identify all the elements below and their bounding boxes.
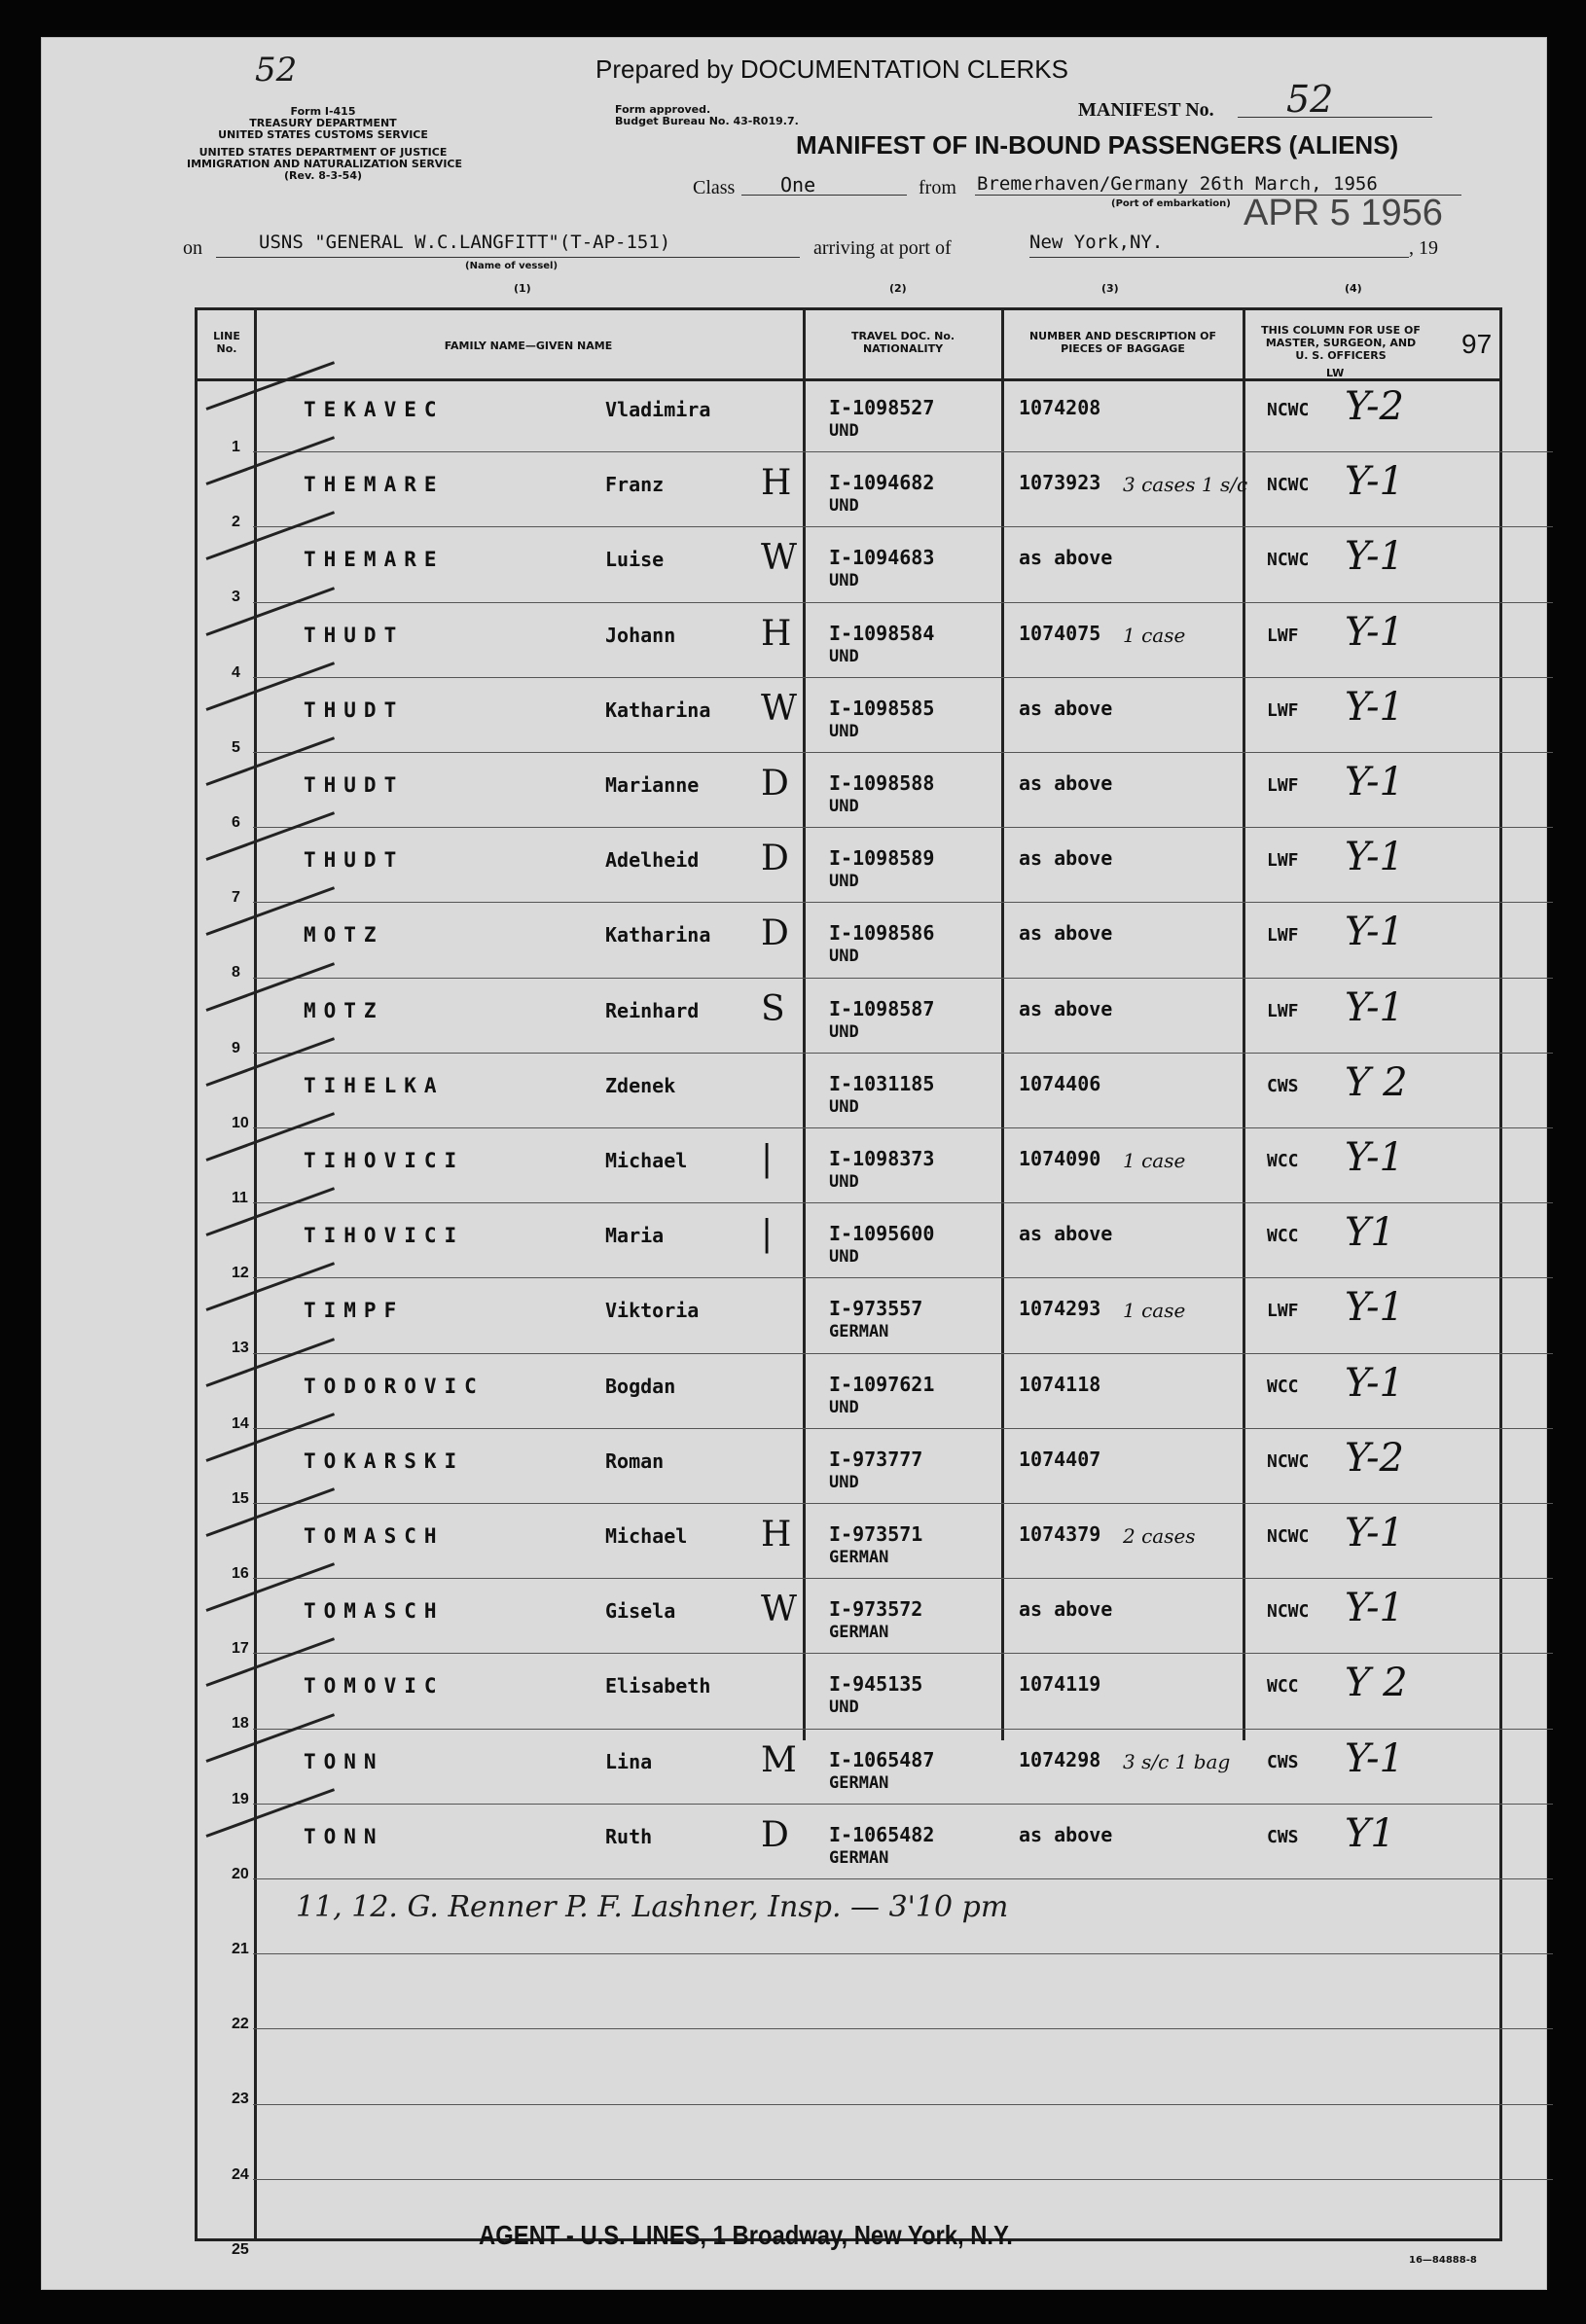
row-divider bbox=[253, 526, 1553, 527]
given-name: Zdenek bbox=[605, 1073, 676, 1097]
officer-code: Y-1 bbox=[1345, 684, 1404, 730]
row-divider bbox=[253, 1653, 1553, 1654]
given-name: Viktoria bbox=[605, 1299, 700, 1323]
baggage-description: 1074208 bbox=[1019, 396, 1101, 419]
given-name: Gisela bbox=[605, 1599, 676, 1624]
family-name: THUDT bbox=[304, 623, 405, 647]
date-stamp: APR 5 1956 bbox=[1244, 193, 1443, 233]
table-row bbox=[41, 528, 1547, 606]
nationality: UND bbox=[829, 1021, 859, 1042]
baggage-description: 1074075 bbox=[1019, 621, 1101, 645]
nationality: UND bbox=[829, 1472, 859, 1492]
given-name: Vladimira bbox=[605, 398, 711, 421]
row-divider bbox=[253, 2028, 1553, 2029]
relationship-mark: | bbox=[761, 1139, 774, 1179]
officer-code: Y-1 bbox=[1345, 984, 1404, 1030]
budget-label: Budget Bureau No. 43-R019.7. bbox=[615, 115, 799, 127]
officer-code: Y-1 bbox=[1345, 1511, 1404, 1555]
line-number: 9 bbox=[232, 1039, 240, 1056]
line-number: 3 bbox=[232, 589, 240, 606]
nationality: UND bbox=[829, 646, 859, 666]
baggage-description: 1074298 bbox=[1019, 1747, 1101, 1771]
relationship-mark: W bbox=[761, 538, 798, 579]
class-label: Class bbox=[693, 177, 736, 198]
nationality: UND bbox=[829, 1247, 859, 1268]
line-number: 12 bbox=[232, 1265, 249, 1282]
table-row bbox=[41, 980, 1547, 1055]
officer-code: Y1 bbox=[1345, 1210, 1395, 1256]
travel-doc-number: I-973777 bbox=[829, 1447, 923, 1471]
agency-code: LWF bbox=[1267, 925, 1299, 947]
travel-doc-number: I-973571 bbox=[829, 1522, 923, 1546]
family-name: TIHELKA bbox=[304, 1073, 445, 1097]
given-name: Maria bbox=[605, 1224, 665, 1248]
family-name: TOMASCH bbox=[304, 1524, 445, 1548]
officer-code: Y 2 bbox=[1345, 1059, 1408, 1105]
relationship-mark: W bbox=[761, 688, 798, 729]
given-name: Reinhard bbox=[605, 998, 700, 1022]
relationship-mark: M bbox=[761, 1739, 797, 1780]
rev-label: (Rev. 8-3-54) bbox=[283, 169, 362, 182]
line-number: 15 bbox=[232, 1489, 249, 1507]
family-name: THUDT bbox=[304, 848, 405, 873]
baggage-description: as above bbox=[1019, 846, 1113, 871]
travel-doc bbox=[829, 771, 934, 818]
family-name: TIHOVICI bbox=[304, 1224, 465, 1248]
officer-code: Y-1 bbox=[1345, 534, 1404, 580]
relationship-mark: S bbox=[761, 988, 785, 1029]
page-number: 97 bbox=[1461, 329, 1493, 359]
from-label: from bbox=[919, 177, 956, 198]
top-handwritten-number: 52 bbox=[255, 51, 298, 89]
row-divider bbox=[253, 827, 1553, 828]
line-number: 19 bbox=[232, 1790, 249, 1807]
line-number: 24 bbox=[232, 2165, 249, 2183]
nationality: UND bbox=[829, 496, 859, 517]
vessel-underline bbox=[216, 257, 800, 258]
baggage-description: as above bbox=[1019, 996, 1113, 1020]
form-approved: Form approved. bbox=[615, 103, 711, 116]
line-number: 17 bbox=[232, 1640, 249, 1658]
agency-code: LWF bbox=[1267, 625, 1299, 646]
row-divider bbox=[253, 902, 1553, 903]
family-name: THEMARE bbox=[304, 548, 445, 572]
agency-code: NCWC bbox=[1267, 475, 1310, 496]
baggage-description: as above bbox=[1019, 1822, 1113, 1846]
baggage-handwritten-note: 1 case bbox=[1123, 623, 1186, 647]
officer-code: Y-1 bbox=[1345, 609, 1404, 655]
nationality: GERMAN bbox=[829, 1772, 889, 1793]
officer-code: Y-1 bbox=[1345, 1586, 1404, 1631]
row-divider bbox=[253, 677, 1553, 678]
agency-code: CWS bbox=[1267, 1826, 1299, 1847]
col-marker-2: (2) bbox=[889, 282, 907, 295]
family-name: THEMARE bbox=[304, 473, 445, 497]
table-row bbox=[41, 1355, 1547, 1430]
given-name: Johann bbox=[605, 623, 676, 647]
given-name: Ruth bbox=[605, 1824, 653, 1848]
agency-code: WCC bbox=[1267, 1151, 1299, 1171]
baggage-description: 1073923 bbox=[1019, 471, 1101, 495]
line-number: 5 bbox=[232, 738, 240, 756]
given-name: Elisabeth bbox=[605, 1674, 711, 1698]
family-name: TIHOVICI bbox=[304, 1149, 465, 1172]
row-divider bbox=[253, 1953, 1553, 1954]
travel-doc-number: I-1094683 bbox=[829, 546, 935, 570]
family-name: MOTZ bbox=[304, 998, 384, 1022]
baggage-description: 1074407 bbox=[1019, 1447, 1101, 1471]
row-divider bbox=[253, 978, 1553, 979]
relationship-mark: H bbox=[761, 463, 792, 504]
baggage-description: 1074090 bbox=[1019, 1147, 1101, 1170]
travel-doc bbox=[829, 396, 934, 443]
nationality: GERMAN bbox=[829, 1322, 889, 1342]
baggage-description: as above bbox=[1019, 771, 1113, 795]
row-divider bbox=[253, 602, 1553, 603]
line-number: 7 bbox=[232, 889, 240, 907]
nationality: UND bbox=[829, 1397, 859, 1417]
year-label: , 19 bbox=[1409, 237, 1438, 259]
agency-code: NCWC bbox=[1267, 400, 1310, 420]
table-row bbox=[41, 453, 1547, 531]
line-number: 18 bbox=[232, 1715, 249, 1733]
row-divider bbox=[253, 1353, 1553, 1354]
arriving-port: New York,NY. bbox=[1029, 232, 1164, 253]
agency-code: LWF bbox=[1267, 775, 1299, 796]
travel-doc-number: I-1098587 bbox=[829, 996, 935, 1020]
family-name: MOTZ bbox=[304, 923, 384, 947]
travel-doc-number: I-1098586 bbox=[829, 921, 935, 946]
class-underline bbox=[741, 195, 907, 196]
family-name: THUDT bbox=[304, 773, 405, 797]
line-number: 11 bbox=[232, 1190, 248, 1206]
col-header-line: LINE No. bbox=[213, 330, 240, 355]
travel-doc bbox=[829, 1448, 922, 1494]
row-divider bbox=[253, 752, 1553, 753]
line-number: 14 bbox=[232, 1414, 249, 1432]
officer-code: Y 2 bbox=[1345, 1661, 1408, 1706]
given-name: Michael bbox=[605, 1524, 688, 1548]
family-name: TODOROVIC bbox=[304, 1374, 485, 1398]
print-code: 16—84888-8 bbox=[1409, 2255, 1477, 2266]
travel-doc-number: I-945135 bbox=[829, 1672, 923, 1697]
table-row bbox=[41, 1204, 1547, 1282]
baggage-handwritten-note: 2 cases bbox=[1123, 1524, 1196, 1548]
col-marker-1: (1) bbox=[514, 282, 531, 295]
line-number: 4 bbox=[232, 663, 240, 681]
col-marker-4: (4) bbox=[1345, 282, 1362, 295]
col-marker-3: (3) bbox=[1101, 282, 1119, 295]
travel-doc-number: I-1098588 bbox=[829, 771, 935, 795]
baggage-handwritten-note: 3 cases 1 s/c bbox=[1123, 473, 1248, 497]
relationship-mark: H bbox=[761, 1515, 792, 1555]
baggage-description: 1074379 bbox=[1019, 1522, 1101, 1546]
table-row bbox=[41, 604, 1547, 679]
ins-label: IMMIGRATION AND NATURALIZATION SERVICE bbox=[187, 158, 463, 170]
given-name: Bogdan bbox=[605, 1374, 676, 1398]
table-row bbox=[41, 829, 1547, 907]
officer-code: Y-1 bbox=[1345, 1360, 1404, 1406]
officer-code: Y-1 bbox=[1345, 1135, 1404, 1180]
travel-doc-number: I-1065482 bbox=[829, 1822, 935, 1846]
table-row bbox=[41, 1580, 1547, 1658]
line-number: 21 bbox=[232, 1941, 249, 1957]
officer-code: Y-2 bbox=[1345, 1435, 1404, 1481]
nationality: UND bbox=[829, 1096, 859, 1117]
family-name: TOMOVIC bbox=[304, 1674, 445, 1698]
travel-doc-number: I-1095600 bbox=[829, 1222, 935, 1246]
agency-code: CWS bbox=[1267, 1751, 1299, 1772]
table-row bbox=[41, 378, 1547, 453]
relationship-mark: W bbox=[761, 1590, 798, 1630]
travel-doc bbox=[829, 622, 934, 668]
agent-footer: AGENT - U.S. LINES, 1 Broadway, New York, N.Y. bbox=[479, 2220, 1013, 2250]
row-divider bbox=[253, 2104, 1553, 2105]
row-divider bbox=[253, 1202, 1553, 1203]
line-number: 22 bbox=[232, 2016, 249, 2033]
given-name: Lina bbox=[605, 1749, 653, 1773]
line-number: 2 bbox=[232, 514, 240, 531]
line-number: 8 bbox=[232, 964, 240, 982]
travel-doc-number: I-1098584 bbox=[829, 621, 935, 645]
nationality: UND bbox=[829, 571, 859, 591]
port-of-embarkation-caption: (Port of embarkation) bbox=[1111, 198, 1231, 209]
agency-code: NCWC bbox=[1267, 1526, 1310, 1547]
family-name: TEKAVEC bbox=[304, 398, 445, 421]
arriving-underline bbox=[1029, 257, 1409, 258]
agency-code: NCWC bbox=[1267, 1601, 1310, 1623]
nationality: UND bbox=[829, 797, 859, 816]
arriving-label: arriving at port of bbox=[813, 237, 952, 259]
line-number: 23 bbox=[232, 2091, 249, 2108]
class-value: One bbox=[780, 173, 816, 197]
row-divider bbox=[253, 1428, 1553, 1429]
family-name: TOKARSKI bbox=[304, 1448, 465, 1473]
manifest-title: MANIFEST OF IN-BOUND PASSENGERS (ALIENS) bbox=[796, 130, 1399, 160]
nationality: UND bbox=[829, 947, 859, 967]
officer-code: Y-1 bbox=[1345, 1735, 1404, 1781]
travel-doc bbox=[829, 1597, 922, 1644]
travel-doc-number: I-1031185 bbox=[829, 1071, 935, 1095]
travel-doc-number: I-1098589 bbox=[829, 846, 935, 871]
nationality: UND bbox=[829, 872, 859, 892]
agency-code: LWF bbox=[1267, 850, 1299, 872]
relationship-mark: D bbox=[761, 839, 789, 879]
from-value: Bremerhaven/Germany 26th March, 1956 bbox=[977, 173, 1378, 195]
officer-code: Y-2 bbox=[1345, 384, 1404, 429]
row-divider bbox=[253, 2179, 1553, 2180]
officer-code: Y-1 bbox=[1345, 835, 1404, 880]
officer-code: Y1 bbox=[1345, 1810, 1395, 1856]
line-number: 20 bbox=[232, 1865, 249, 1882]
travel-doc bbox=[829, 1297, 922, 1343]
line-number: 6 bbox=[232, 814, 240, 831]
col-header-officers-extra: LW bbox=[1326, 367, 1345, 379]
nationality: UND bbox=[829, 1172, 859, 1192]
travel-doc-number: I-1098527 bbox=[829, 396, 935, 419]
travel-doc-number: I-1065487 bbox=[829, 1747, 935, 1771]
baggage-handwritten-note: 1 case bbox=[1123, 1149, 1186, 1172]
line-number: 13 bbox=[232, 1340, 249, 1357]
table-row bbox=[41, 1279, 1547, 1357]
travel-doc bbox=[829, 997, 934, 1044]
row-divider bbox=[253, 1277, 1553, 1278]
justice-label: UNITED STATES DEPARTMENT OF JUSTICE bbox=[198, 146, 448, 159]
manifest-page bbox=[41, 37, 1547, 2290]
travel-doc bbox=[829, 1373, 934, 1419]
row-divider bbox=[253, 1053, 1553, 1054]
table-row bbox=[41, 1655, 1547, 1733]
table-row bbox=[41, 904, 1547, 982]
given-name: Adelheid bbox=[605, 848, 700, 873]
nationality: UND bbox=[829, 721, 859, 741]
table-row bbox=[41, 1055, 1547, 1129]
officer-code: Y-1 bbox=[1345, 760, 1404, 804]
table-row bbox=[41, 1505, 1547, 1580]
travel-doc-number: I-1098585 bbox=[829, 696, 935, 720]
baggage-description: 1074406 bbox=[1019, 1071, 1101, 1095]
travel-doc-number: I-1094682 bbox=[829, 471, 935, 495]
given-name: Luise bbox=[605, 548, 665, 572]
col-header-officers: THIS COLUMN FOR USE OF MASTER, SURGEON, AND U. S. OFFICERS bbox=[1261, 324, 1421, 362]
row-divider bbox=[253, 1729, 1553, 1730]
manifest-no-label: MANIFEST No. bbox=[1078, 99, 1214, 121]
relationship-mark: H bbox=[761, 613, 792, 654]
col-header-name: FAMILY NAME—GIVEN NAME bbox=[444, 340, 613, 352]
manifest-no-value: 52 bbox=[1286, 78, 1334, 121]
table-row bbox=[41, 754, 1547, 829]
travel-doc bbox=[829, 471, 934, 518]
nationality: GERMAN bbox=[829, 1847, 889, 1868]
family-name: TONN bbox=[304, 1824, 384, 1848]
on-label: on bbox=[183, 237, 202, 259]
agency-code: NCWC bbox=[1267, 550, 1310, 571]
given-name: Michael bbox=[605, 1149, 688, 1172]
line-number: 25 bbox=[232, 2240, 249, 2258]
travel-doc-number: I-973572 bbox=[829, 1597, 923, 1622]
given-name: Roman bbox=[605, 1448, 665, 1473]
travel-doc bbox=[829, 1072, 934, 1119]
baggage-description: 1074293 bbox=[1019, 1297, 1101, 1321]
row-divider bbox=[253, 1804, 1553, 1805]
form-id: Form I-415 bbox=[290, 105, 356, 118]
officer-code: Y-1 bbox=[1345, 459, 1404, 505]
manifest-no-underline bbox=[1238, 117, 1432, 118]
customs-label: UNITED STATES CUSTOMS SERVICE bbox=[218, 128, 428, 141]
travel-doc-number: I-973557 bbox=[829, 1297, 923, 1321]
table-row bbox=[41, 679, 1547, 754]
baggage-description: as above bbox=[1019, 1222, 1113, 1246]
prepared-by-stamp: Prepared by DOCUMENTATION CLERKS bbox=[595, 54, 1068, 84]
given-name: Katharina bbox=[605, 923, 711, 947]
travel-doc-number: I-1097621 bbox=[829, 1372, 935, 1396]
baggage-description: as above bbox=[1019, 1597, 1113, 1622]
row-divider bbox=[253, 451, 1553, 452]
officer-code: Y-1 bbox=[1345, 1285, 1404, 1331]
relationship-mark: | bbox=[761, 1214, 774, 1255]
agency-code: WCC bbox=[1267, 1226, 1299, 1247]
agency-code: LWF bbox=[1267, 1301, 1299, 1322]
travel-doc bbox=[829, 846, 934, 893]
table-row bbox=[41, 1430, 1547, 1505]
baggage-description: as above bbox=[1019, 546, 1113, 570]
agency-code: NCWC bbox=[1267, 1450, 1310, 1472]
baggage-handwritten-note: 3 s/c 1 bag bbox=[1123, 1749, 1231, 1773]
travel-doc-number: I-1098373 bbox=[829, 1147, 935, 1170]
nationality: GERMAN bbox=[829, 1623, 889, 1643]
family-name: TIMPF bbox=[304, 1299, 405, 1323]
family-name: THUDT bbox=[304, 697, 405, 722]
baggage-handwritten-note: 1 case bbox=[1123, 1299, 1186, 1323]
agency-code: LWF bbox=[1267, 1000, 1299, 1021]
agency-code: WCC bbox=[1267, 1376, 1299, 1397]
line-number: 16 bbox=[232, 1565, 249, 1582]
col-header-travel-doc: TRAVEL DOC. No. NATIONALITY bbox=[850, 330, 955, 355]
signature-line: 11, 12. G. Renner P. F. Lashner, Insp. — 3'10 pm bbox=[296, 1890, 1009, 1924]
agency-code: LWF bbox=[1267, 699, 1299, 721]
agency-code: CWS bbox=[1267, 1075, 1299, 1096]
line-number: 1 bbox=[232, 439, 240, 455]
travel-doc bbox=[829, 546, 934, 592]
vessel-caption: (Name of vessel) bbox=[465, 261, 559, 271]
travel-doc bbox=[829, 1147, 934, 1194]
nationality: GERMAN bbox=[829, 1548, 889, 1567]
row-divider bbox=[253, 1503, 1553, 1504]
travel-doc bbox=[829, 697, 934, 743]
baggage-description: as above bbox=[1019, 696, 1113, 720]
travel-doc bbox=[829, 921, 934, 968]
baggage-description: 1074118 bbox=[1019, 1372, 1101, 1396]
travel-doc bbox=[829, 1823, 934, 1870]
given-name: Katharina bbox=[605, 697, 711, 722]
relationship-mark: D bbox=[761, 764, 789, 804]
given-name: Marianne bbox=[605, 773, 700, 797]
col-header-baggage: NUMBER AND DESCRIPTION OF PIECES OF BAGGAGE bbox=[1028, 330, 1217, 355]
table-row bbox=[41, 1731, 1547, 1806]
travel-doc bbox=[829, 1672, 922, 1719]
passenger-rows bbox=[41, 378, 1547, 2258]
officer-code: Y-1 bbox=[1345, 910, 1404, 955]
relationship-mark: D bbox=[761, 913, 789, 954]
baggage-description: as above bbox=[1019, 921, 1113, 946]
travel-doc bbox=[829, 1748, 934, 1795]
row-divider bbox=[253, 1127, 1553, 1128]
baggage-description: 1074119 bbox=[1019, 1672, 1101, 1697]
family-name: TOMASCH bbox=[304, 1599, 445, 1624]
nationality: UND bbox=[829, 1698, 859, 1718]
row-divider bbox=[253, 1878, 1553, 1879]
travel-doc bbox=[829, 1522, 922, 1569]
given-name: Franz bbox=[605, 473, 665, 497]
line-number: 10 bbox=[232, 1114, 249, 1131]
nationality: UND bbox=[829, 421, 859, 441]
agency-code: WCC bbox=[1267, 1676, 1299, 1698]
travel-doc bbox=[829, 1222, 934, 1269]
relationship-mark: D bbox=[761, 1814, 789, 1855]
treasury-label: TREASURY DEPARTMENT bbox=[249, 117, 397, 129]
row-divider bbox=[253, 1578, 1553, 1579]
table-row bbox=[41, 1129, 1547, 1204]
family-name: TONN bbox=[304, 1749, 384, 1773]
vessel-name: USNS "GENERAL W.C.LANGFITT"(T-AP-151) bbox=[259, 232, 671, 253]
table-row bbox=[41, 1806, 1547, 1880]
